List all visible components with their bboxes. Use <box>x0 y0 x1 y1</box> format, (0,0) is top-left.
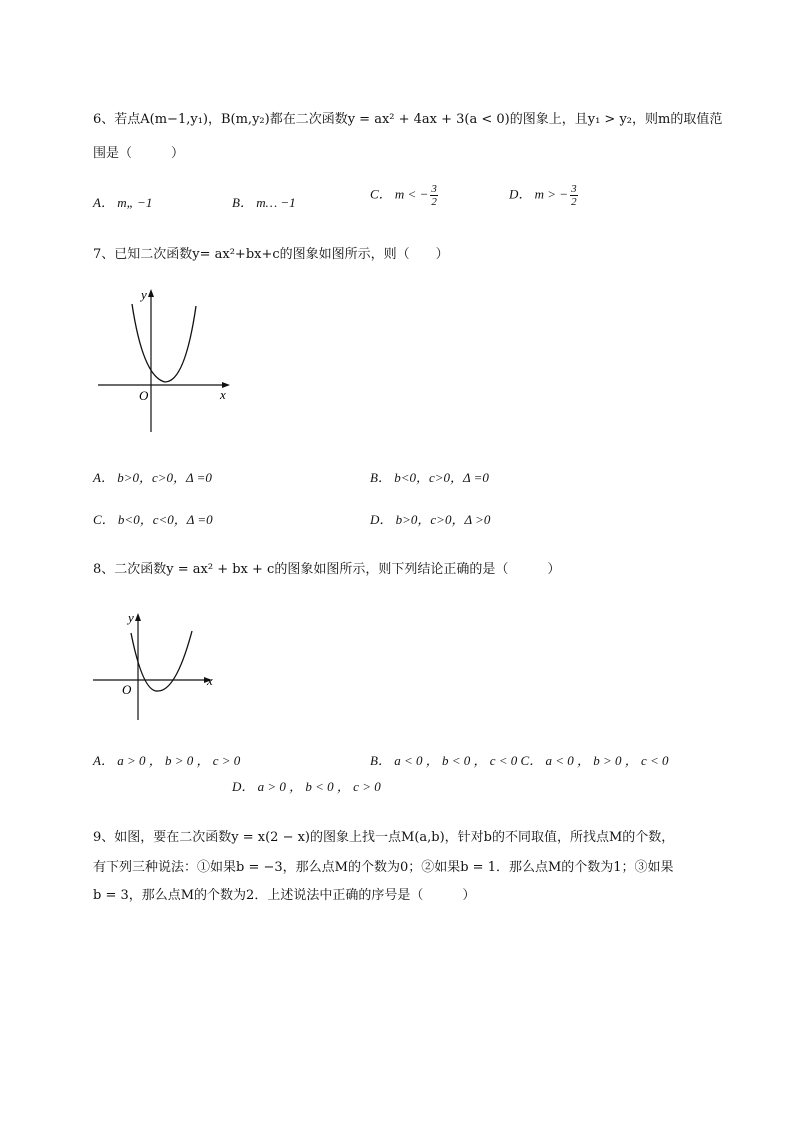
q8-x-label: x <box>207 673 213 688</box>
q6-stem-line2: 围是（ ） <box>93 146 185 161</box>
q6-stem-line1: 6、若点A(m−1,y₁)，B(m,y₂)都在二次函数y = ax² + 4ax + 3(a < 0)的图象上，且y₁ > y₂，则m的取值范 <box>93 112 723 127</box>
q8-option-a[interactable]: A． a > 0 ， b > 0 ， c > 0 <box>93 753 241 768</box>
q6-option-c-text: C． m < − <box>370 186 429 202</box>
q7-option-d[interactable]: D． b>0，c>0，Δ >0 <box>370 512 491 527</box>
fraction-numerator: 3 <box>571 183 577 195</box>
q7-option-a[interactable]: A． b>0，c>0，Δ =0 <box>93 470 212 485</box>
q7-parabola-figure <box>90 282 240 437</box>
q7-y-label: y <box>141 287 147 302</box>
q8-parabola-figure <box>88 605 223 725</box>
q6-option-c[interactable] <box>370 183 438 208</box>
q8-stem: 8、二次函数y = ax² + bx + c的图象如图所示，则下列结论正确的是（ ） <box>93 562 561 577</box>
q7-x-label: x <box>220 387 226 402</box>
q8-option-b-c[interactable]: B． a < 0 ， b < 0 ， c < 0 C． a < 0 ， b > 0 ， c < 0 <box>370 753 669 768</box>
q7-y-axis-arrow <box>148 289 154 297</box>
q8-y-axis-arrow <box>135 613 141 621</box>
q8-origin-label: O <box>122 682 132 697</box>
q7-origin-label: O <box>139 388 149 403</box>
q9-stem-line3: b = 3，那么点M的个数为2．上述说法中正确的序号是（ ） <box>93 888 476 903</box>
fraction-denominator: 2 <box>431 196 437 208</box>
fraction-numerator: 3 <box>431 183 437 195</box>
q6-option-d-text: D． m > − <box>509 186 569 202</box>
q9-stem-line1: 9、如图，要在二次函数y = x(2 − x)的图象上找一点M(a,b)，针对b的不同取值，所找点M的个数， <box>93 830 675 845</box>
q7-stem: 7、已知二次函数y= ax²+bx+c的图象如图所示，则（ ） <box>93 247 449 262</box>
q6-option-a[interactable]: A． m„ −1 <box>93 195 153 210</box>
fraction-denominator: 2 <box>571 196 577 208</box>
q6-option-c-fraction <box>430 183 438 208</box>
q8-y-label: y <box>128 610 134 625</box>
q7-option-c[interactable]: C． b<0，c<0，Δ =0 <box>93 512 213 527</box>
q8-option-d[interactable]: D． a > 0 ， b < 0 ， c > 0 <box>232 779 381 794</box>
q8-parabola-curve <box>131 631 192 691</box>
q6-option-d-fraction <box>570 183 578 208</box>
q6-option-b[interactable]: B． m… −1 <box>232 195 296 210</box>
q7-option-b[interactable]: B． b<0，c>0，Δ =0 <box>370 470 489 485</box>
q9-stem-line2: 有下列三种说法：①如果b = −3，那么点M的个数为0；②如果b = 1．那么点M的个数为1；③如果 <box>93 860 674 875</box>
q7-parabola-curve <box>132 304 196 382</box>
q6-option-d[interactable] <box>509 183 578 208</box>
